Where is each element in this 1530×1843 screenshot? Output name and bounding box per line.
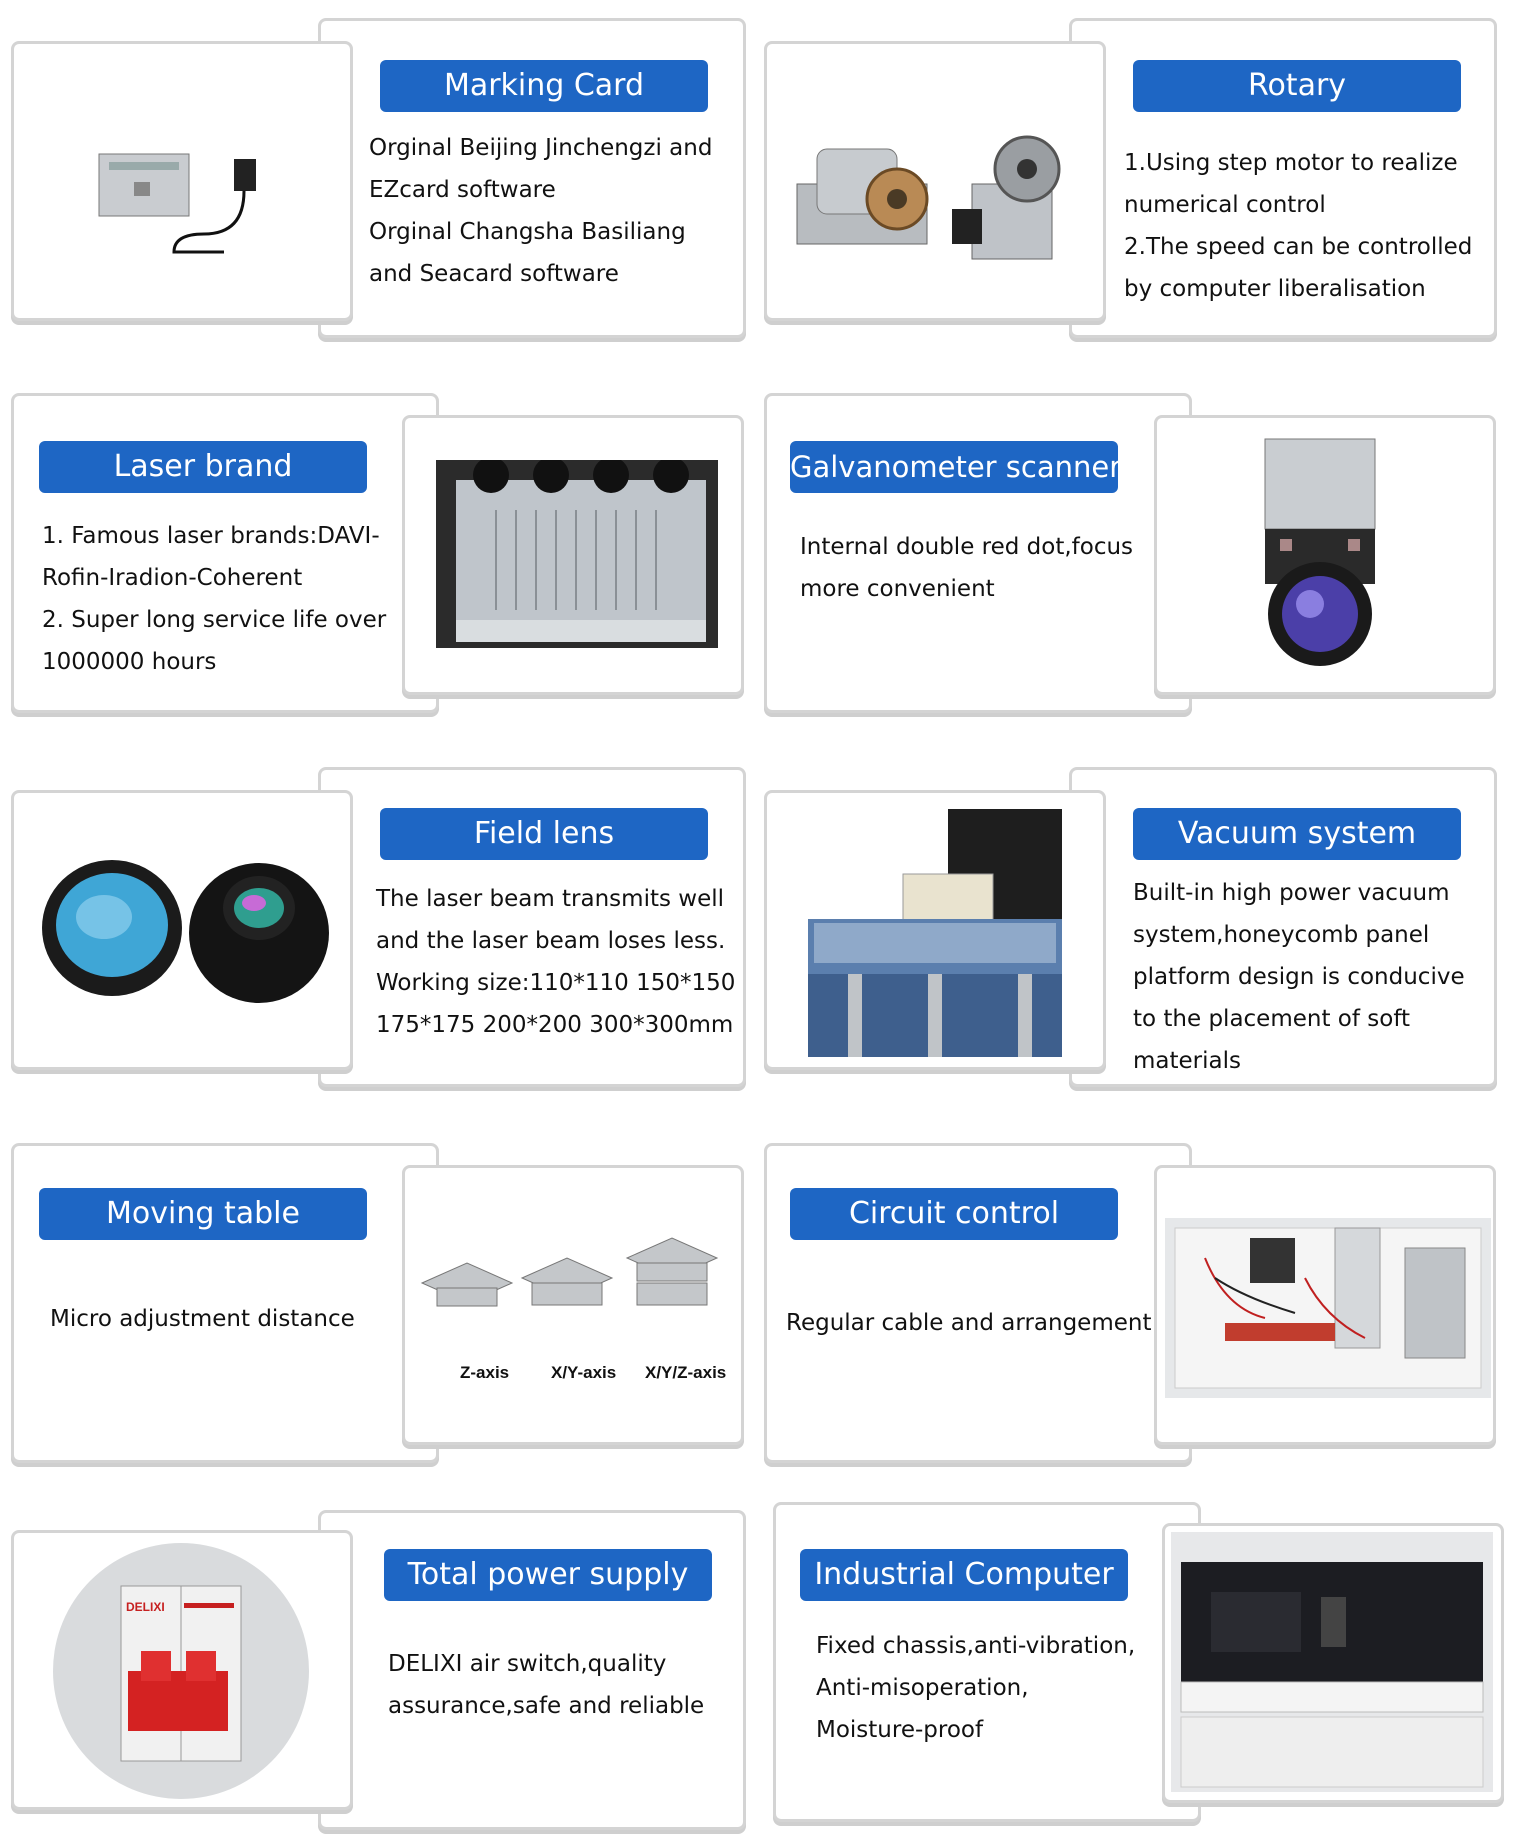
xy-axis-label: X/Y-axis	[551, 1363, 617, 1382]
circuit-board-image	[1165, 1218, 1491, 1398]
air-switch-image	[46, 1541, 316, 1801]
moving-table-description: Micro adjustment distance	[50, 1306, 355, 1332]
field-lens-description: The laser beam transmits well and the laser beam loses less. Working size:110*110 150*150 175*175 200*200 300*300mm	[376, 886, 736, 1038]
circuit-description: Regular cable and arrangement	[786, 1310, 1152, 1336]
rotary-image	[787, 124, 1087, 274]
laser-brand-title: Laser brand	[39, 441, 367, 493]
rotary-image-panel	[764, 41, 1106, 321]
moving-table-image	[417, 1228, 737, 1338]
circuit-image-panel	[1154, 1165, 1496, 1445]
computer-title: Industrial Computer	[800, 1549, 1128, 1601]
galvo-title: Galvanometer scanner	[790, 441, 1118, 493]
field-lens-image	[34, 853, 334, 1013]
laser-brand-description: 1. Famous laser brands:DAVI- Rofin-Iradion-Coherent 2. Super long service life over 1000000 hours	[42, 523, 387, 675]
galvo-image-panel	[1154, 415, 1496, 695]
vacuum-description: Built-in high power vacuum system,honeycomb panel platform design is conducive to the placement of soft materials	[1133, 880, 1465, 1074]
marking-card-image-panel	[11, 41, 353, 321]
xyz-axis-label: X/Y/Z-axis	[645, 1363, 727, 1382]
marking-card-description: Orginal Beijing Jinchengzi and EZcard software Orginal Changsha Basiliang and Seacard software	[369, 135, 713, 287]
power-image-panel	[11, 1530, 353, 1810]
power-title: Total power supply	[384, 1549, 712, 1601]
power-description: DELIXI air switch,quality assurance,safe and reliable	[388, 1651, 705, 1719]
moving-table-title: Moving table	[39, 1188, 367, 1240]
z-axis-label: Z-axis	[460, 1363, 510, 1382]
circuit-title: Circuit control	[790, 1188, 1118, 1240]
industrial-computer-image	[1171, 1532, 1493, 1792]
marking-card-image	[94, 134, 274, 264]
marking-card-title: Marking Card	[380, 60, 708, 112]
breaker-brand-text: DELIXI	[126, 1600, 165, 1614]
laser-source-image	[436, 460, 718, 648]
vacuum-title: Vacuum system	[1133, 808, 1461, 860]
computer-description: Fixed chassis,anti-vibration, Anti-misoperation, Moisture-proof	[816, 1633, 1136, 1743]
vacuum-table-image	[808, 809, 1062, 1057]
rotary-title: Rotary	[1133, 60, 1461, 112]
laser-brand-image-panel	[402, 415, 744, 695]
vacuum-image-panel	[764, 790, 1106, 1070]
galvo-description: Internal double red dot,focus more convenient	[800, 534, 1134, 602]
galvo-scanner-image	[1260, 434, 1380, 679]
field-lens-image-panel	[11, 790, 353, 1070]
computer-image-panel	[1162, 1523, 1504, 1803]
field-lens-title: Field lens	[380, 808, 708, 860]
moving-table-image-panel	[402, 1165, 744, 1445]
rotary-description: 1.Using step motor to realize numerical control 2.The speed can be controlled by computer liberalisation	[1124, 150, 1473, 302]
